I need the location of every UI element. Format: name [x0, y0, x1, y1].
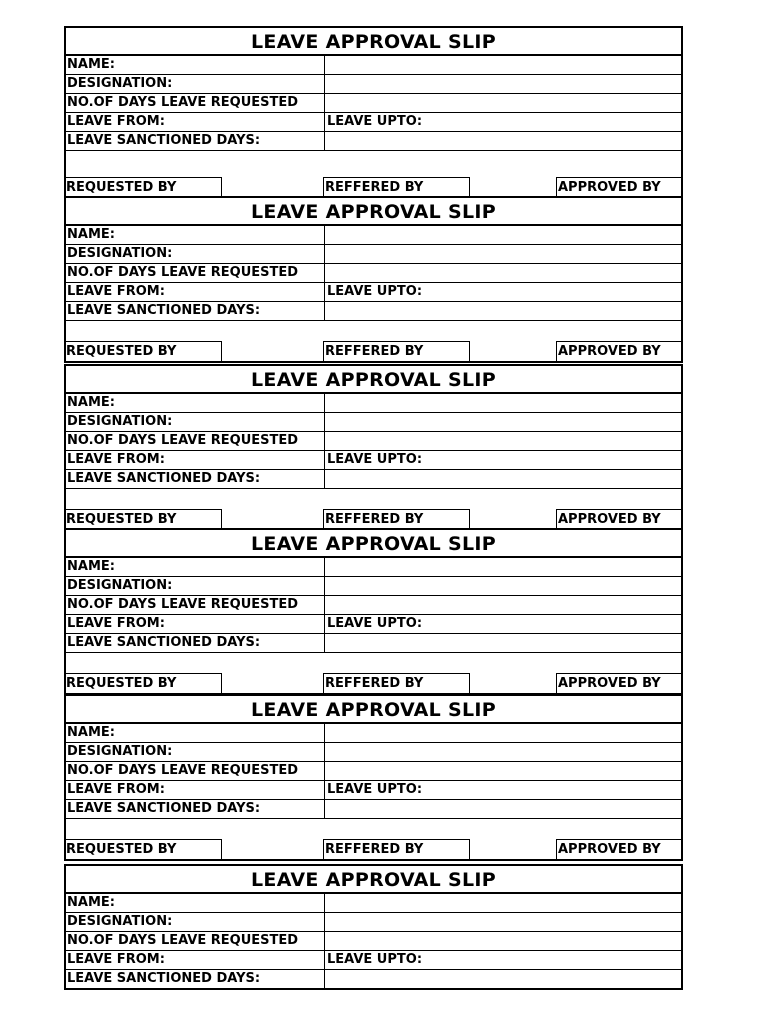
referred-by-label: REFFERED BY [323, 509, 470, 529]
leave-slip-5 [64, 694, 683, 861]
designation-field[interactable] [325, 245, 681, 263]
days-requested-label: NO.OF DAYS LEAVE REQUESTED [66, 596, 325, 614]
sanctioned-row [66, 800, 681, 819]
name-label: NAME: [66, 558, 325, 576]
slip-title: LEAVE APPROVAL SLIP [66, 696, 681, 724]
sanctioned-row [66, 132, 681, 151]
designation-field[interactable] [325, 413, 681, 431]
days-requested-field[interactable] [325, 596, 681, 614]
name-field[interactable] [325, 558, 681, 576]
approved-by-label: APPROVED BY [556, 839, 683, 859]
slip-title: LEAVE APPROVAL SLIP [66, 530, 681, 558]
sanctioned-row [66, 302, 681, 321]
leave-from-label: LEAVE FROM: [66, 451, 325, 469]
name-label: NAME: [66, 894, 325, 912]
leave-upto-label: LEAVE UPTO: [327, 284, 423, 299]
leave-upto-label: LEAVE UPTO: [327, 114, 423, 129]
approved-by-label: APPROVED BY [556, 341, 683, 361]
days-requested-label: NO.OF DAYS LEAVE REQUESTED [66, 432, 325, 450]
days-requested-field[interactable] [325, 94, 681, 112]
days-requested-field[interactable] [325, 762, 681, 780]
designation-field[interactable] [325, 743, 681, 761]
slip-title: LEAVE APPROVAL SLIP [66, 366, 681, 394]
sanctioned-label: LEAVE SANCTIONED DAYS: [66, 800, 325, 818]
days-requested-row [66, 432, 681, 451]
designation-row [66, 577, 681, 596]
leave-dates-row [66, 451, 681, 470]
name-label: NAME: [66, 226, 325, 244]
sanctioned-label: LEAVE SANCTIONED DAYS: [66, 132, 325, 150]
designation-row [66, 743, 681, 762]
leave-slip-1 [64, 26, 683, 199]
leave-slip-3 [64, 364, 683, 531]
name-field[interactable] [325, 894, 681, 912]
days-requested-label: NO.OF DAYS LEAVE REQUESTED [66, 762, 325, 780]
days-requested-field[interactable] [325, 932, 681, 950]
signature-space [66, 819, 681, 839]
signature-space [66, 489, 681, 509]
designation-label: DESIGNATION: [66, 913, 325, 931]
name-row [66, 226, 681, 245]
designation-field[interactable] [325, 75, 681, 93]
designation-label: DESIGNATION: [66, 577, 325, 595]
leave-upto-label: LEAVE UPTO: [327, 952, 423, 967]
slip-title: LEAVE APPROVAL SLIP [66, 198, 681, 226]
sanctioned-field[interactable] [325, 634, 681, 652]
days-requested-row [66, 94, 681, 113]
name-field[interactable] [325, 394, 681, 412]
days-requested-row [66, 762, 681, 781]
referred-by-label: REFFERED BY [323, 177, 470, 197]
days-requested-field[interactable] [325, 432, 681, 450]
signature-space [66, 321, 681, 341]
name-field[interactable] [325, 724, 681, 742]
approved-by-label: APPROVED BY [556, 177, 683, 197]
slip-title: LEAVE APPROVAL SLIP [66, 28, 681, 56]
name-row [66, 394, 681, 413]
approved-by-label: APPROVED BY [556, 673, 683, 693]
leave-from-label: LEAVE FROM: [66, 615, 325, 633]
designation-row [66, 75, 681, 94]
name-field[interactable] [325, 56, 681, 74]
requested-by-label: REQUESTED BY [65, 839, 222, 859]
sanctioned-field[interactable] [325, 970, 681, 988]
designation-row [66, 413, 681, 432]
signature-space [66, 151, 681, 177]
designation-field[interactable] [325, 913, 681, 931]
leave-dates-row [66, 283, 681, 302]
requested-by-label: REQUESTED BY [65, 509, 222, 529]
days-requested-label: NO.OF DAYS LEAVE REQUESTED [66, 94, 325, 112]
days-requested-label: NO.OF DAYS LEAVE REQUESTED [66, 264, 325, 282]
requested-by-label: REQUESTED BY [65, 177, 222, 197]
leave-from-label: LEAVE FROM: [66, 113, 325, 131]
leave-dates-row [66, 951, 681, 970]
leave-dates-row [66, 781, 681, 800]
leave-slip-4 [64, 528, 683, 695]
sanctioned-field[interactable] [325, 132, 681, 150]
leave-upto-label: LEAVE UPTO: [327, 616, 423, 631]
designation-label: DESIGNATION: [66, 75, 325, 93]
name-label: NAME: [66, 56, 325, 74]
leave-dates-row [66, 113, 681, 132]
leave-upto-label: LEAVE UPTO: [327, 452, 423, 467]
sanctioned-field[interactable] [325, 800, 681, 818]
name-row [66, 894, 681, 913]
designation-field[interactable] [325, 577, 681, 595]
name-label: NAME: [66, 724, 325, 742]
requested-by-label: REQUESTED BY [65, 341, 222, 361]
designation-row [66, 245, 681, 264]
name-field[interactable] [325, 226, 681, 244]
leave-from-label: LEAVE FROM: [66, 283, 325, 301]
leave-dates-row [66, 615, 681, 634]
leave-upto-label: LEAVE UPTO: [327, 782, 423, 797]
sanctioned-label: LEAVE SANCTIONED DAYS: [66, 970, 325, 988]
signature-space [66, 653, 681, 673]
leave-from-label: LEAVE FROM: [66, 951, 325, 969]
name-row [66, 56, 681, 75]
sanctioned-label: LEAVE SANCTIONED DAYS: [66, 634, 325, 652]
signature-row [66, 177, 681, 197]
referred-by-label: REFFERED BY [323, 839, 470, 859]
sanctioned-field[interactable] [325, 302, 681, 320]
days-requested-row [66, 264, 681, 283]
leave-from-label: LEAVE FROM: [66, 781, 325, 799]
sanctioned-field[interactable] [325, 470, 681, 488]
signature-row [66, 509, 681, 529]
signature-row [66, 839, 681, 859]
sanctioned-label: LEAVE SANCTIONED DAYS: [66, 302, 325, 320]
signature-row [66, 341, 681, 361]
approved-by-label: APPROVED BY [556, 509, 683, 529]
referred-by-label: REFFERED BY [323, 673, 470, 693]
days-requested-row [66, 932, 681, 951]
sanctioned-row [66, 634, 681, 653]
leave-slip-6 [64, 864, 683, 990]
designation-label: DESIGNATION: [66, 413, 325, 431]
days-requested-field[interactable] [325, 264, 681, 282]
days-requested-label: NO.OF DAYS LEAVE REQUESTED [66, 932, 325, 950]
sanctioned-label: LEAVE SANCTIONED DAYS: [66, 470, 325, 488]
name-label: NAME: [66, 394, 325, 412]
referred-by-label: REFFERED BY [323, 341, 470, 361]
designation-label: DESIGNATION: [66, 245, 325, 263]
designation-row [66, 913, 681, 932]
name-row [66, 558, 681, 577]
requested-by-label: REQUESTED BY [65, 673, 222, 693]
sanctioned-row [66, 470, 681, 489]
slip-title: LEAVE APPROVAL SLIP [66, 866, 681, 894]
days-requested-row [66, 596, 681, 615]
leave-slip-2 [64, 196, 683, 363]
name-row [66, 724, 681, 743]
designation-label: DESIGNATION: [66, 743, 325, 761]
signature-row [66, 673, 681, 693]
sanctioned-row [66, 970, 681, 988]
